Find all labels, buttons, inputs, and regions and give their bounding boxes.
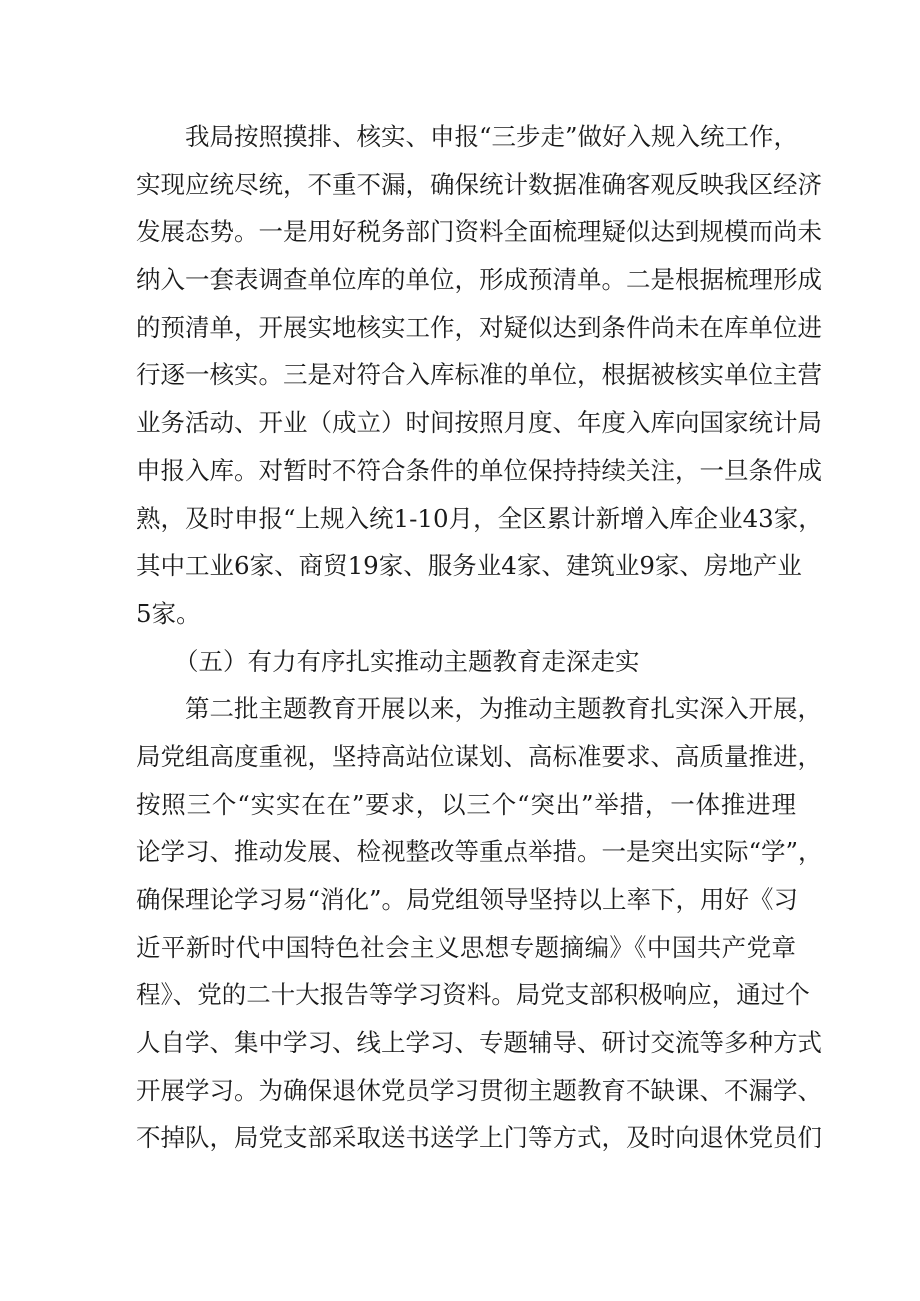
- paragraph-education-line: 局党组高度重视，坚持高站位谋划、高标准要求、高质量推进，: [136, 741, 822, 771]
- paragraph-education-line: 人自学、集中学习、线上学习、专题辅导、研讨交流等多种方式: [136, 1028, 822, 1058]
- paragraph-intake-line: 实现应统尽统，不重不漏，确保统计数据准确客观反映我区经济: [136, 169, 822, 199]
- paragraph-intake-line: 我局按照摸排、核实、申报“三步走”做好入规入统工作，: [185, 122, 799, 151]
- paragraph-education-line: 论学习、推动发展、检视整改等重点举措。一是突出实际“学”，: [136, 837, 823, 867]
- document-body: [136, 113, 823, 1162]
- paragraph-intake-line: 申报入库。对暂时不符合条件的单位保持持续关注，一旦条件成: [136, 455, 822, 485]
- paragraph-intake-line: 熟，及时申报“上规入统1-10月，全区累计新增入库企业43家，: [136, 503, 823, 533]
- paragraph-intake-line: 的预清单，开展实地核实工作，对疑似达到条件尚未在库单位进: [136, 312, 822, 342]
- paragraph-intake-line: 其中工业6家、商贸19家、服务业4家、建筑业9家、房地产业: [136, 551, 802, 581]
- paragraph-education-line: 第二批主题教育开展以来，为推动主题教育扎实深入开展，: [185, 694, 822, 724]
- paragraph-intake-line: 发展态势。一是用好税务部门资料全面梳理疑似达到规模而尚未: [136, 217, 822, 247]
- paragraph-education-line: 开展学习。为确保退休党员学习贯彻主题教育不缺课、不漏学、: [136, 1075, 822, 1105]
- paragraph-education-line: 近平新时代中国特色社会主义思想专题摘编》《中国共产党章: [136, 932, 796, 962]
- paragraph-intake-line: 业务活动、开业（成立）时间按照月度、年度入库向国家统计局: [136, 408, 822, 438]
- paragraph-intake-line: 纳入一套表调查单位库的单位，形成预清单。二是根据梳理形成: [136, 265, 822, 295]
- paragraph-education-line: 程》、党的二十大报告等学习资料。局党支部积极响应，通过个: [136, 980, 810, 1010]
- paragraph-education-line: 确保理论学习易“消化”。局党组领导坚持以上率下，用好《习: [136, 885, 799, 914]
- paragraph-education-line: 按照三个“实实在在”要求，以三个“突出”举措，一体推进理: [136, 789, 796, 819]
- section-heading: （五）有力有序扎实推动主题教育走深走实: [174, 646, 640, 676]
- paragraph-intake-line: 行逐一核实。三是对符合入库标准的单位，根据被核实单位主营: [136, 360, 822, 390]
- paragraph-education-line: 不掉队，局党支部采取送书送学上门等方式，及时向退休党员们: [136, 1123, 822, 1153]
- paragraph-intake-line: 5家。: [136, 598, 201, 628]
